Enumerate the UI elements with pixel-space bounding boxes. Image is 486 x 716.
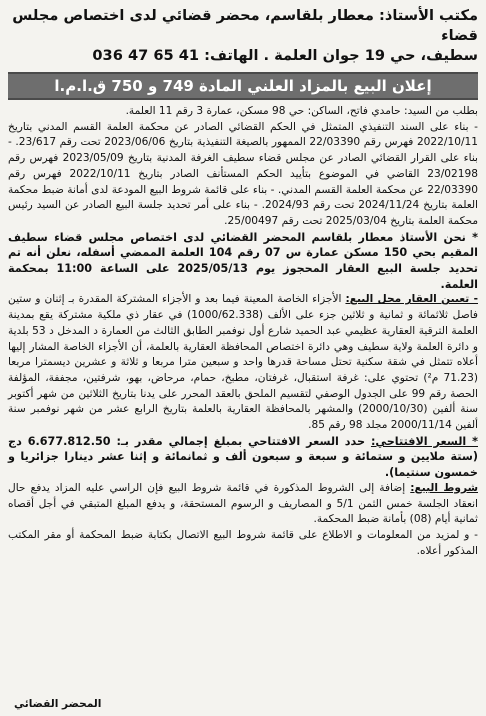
- property-description-paragraph: [8, 292, 478, 433]
- property-section-label: - تعيين العقار محل البيع:: [345, 293, 478, 306]
- sale-conditions-text: إضافة إلى الشروط المذكورة في قائمة شروط البيع فإن الراسي عليه المزاد يدفع حال انعقاد الجلسة خمس الثمن 5/1 و المصاريف و الرسوم المستحقة، و يدفع المبلغ المتبقي في أجل أقصاه ثمانية أيام (08) بأمانة ضبط المحكمة.: [8, 481, 478, 526]
- office-header-line-2: سطيف، حي 19 جوان العلمة . الهاتف: 41 65 47 036: [92, 47, 478, 64]
- sale-conditions-paragraph: [8, 481, 478, 528]
- requester-paragraph: بطلب من السيد: حامدي فاتح، الساكن: حي 98 مسكن، عمارة 3 رقم 11 العلمة.: [125, 105, 478, 117]
- opening-price-paragraph: [8, 434, 478, 481]
- more-info-paragraph: - و لمزيد من المعلومات و الاطلاع على قائمة شروط البيع الاتصال بكتابة ضبط المحكمة أو مقر المكتب المذكور أعلاه.: [8, 528, 478, 557]
- auction-title-banner: إعلان البيع بالمزاد العلني المادة 749 و 750 ق.ا.م.ا: [8, 72, 478, 100]
- opening-price-label: * السعر الافتتاحي:: [370, 434, 478, 448]
- session-date-paragraph: * نحن الأستاذ معطار بلقاسم المحضر القضائي لدى اختصاص مجلس قضاء سطيف المقيم بحي 150 مسكن عمارة س 07 رقم 104 العلمة الممضي أسفله، نعلن أنه تم تحديد جلسة البيع العقار المحجوز يوم 2025/05/13 على الساعة 11:00 بمحكمة العلمة.: [8, 230, 478, 291]
- sale-conditions-label: شروط البيع:: [410, 481, 478, 494]
- office-header: [8, 6, 478, 66]
- legal-basis-paragraph: - بناء على السند التنفيذي المتمثل في الحكم القضائي الصادر عن محكمة العلمة القسم المدني بتاريخ 2022/10/11 فهرس رقم 22/03390 الممهور بالصيغة التنفيذية بتاريخ 2023/06/06 تحت رقم 23/617. - بناء على القرار القضائي الصادر عن مجلس قضاء سطيف الغرفة المدنية بتاريخ 2023/05/09 فهرس رقم 23/02198 القاضي في الموضوع بتأييد الحكم المستأنف الصادر بتاريخ 2022/10/11 فهرس رقم 22/03390 عن محكمة العلمة القسم المدني. - بناء على قائمة شروط البيع المودعة لدى أمانة ضبط محكمة العلمة بتاريخ 2024/11/24 تحت رقم 2024/93. - بناء على أمر تحديد جلسة البيع الصادر عن السيد رئيس محكمة العلمة بتاريخ 2025/03/04 تحت رقم 25/00497.: [8, 120, 478, 227]
- bailiff-signature: المحضر القضائي: [14, 698, 102, 710]
- property-section-text: الأجزاء الخاصة المعينة فيما بعد و الأجزاء المشتركة المقدرة بـ إثنان و ستين فاصل ثلاثمائة و ثمانية و ثلاثين جزء على الألف (1000/62.338) في عقار ذي ملكية مشتركة يقع بمدينة العلمة الترقية العقارية عظيمي عبد الحميد شارع أول نوفمبر الطابق الثالث من العمارة د المدخل د 53 بلدية و دائرة العلمة ولاية سطيف وهي دائرة اختصاص المحافظة العقارية بالعلمة، أن الأجزاء الخاصة المشار إليها أعلاه تتمثل في شقة سكنية تحتل مساحة قدرها واحد و سبعين مترا مربعا و ثلاثة و عشرين ديسمترا مربعا (71.23 م²) تحتوي على: غرفة استقبال، غرفتان، مطبخ، حمام، مرحاض، بهو، شرفتين، مجففة، المؤلفة الحصة رقم 99 على الجدول الوصفي لتقسيم الملحق بالعقد المحرر على يدنا بتاريخ الثلاثين من شهر أكتوبر سنة ألفين (2000/10/30) والمشهر بالمحافظة العقارية بالعلمة بتاريخ الرابع عشر من شهر نوفمبر سنة ألفين 2000/11/14 مجلد 98 رقم 85.: [8, 293, 479, 432]
- office-header-line-1: مكتب الأستاذ: معطار بلقاسم، محضر قضائي لدى اختصاص مجلس قضاء: [12, 7, 478, 44]
- notice-body: [8, 104, 478, 559]
- opening-price-text: حدد السعر الافتتاحي بمبلغ إجمالي مقدر بـ: 6.677.812.50 دج (ستة ملايين و ستمائة و سبعة و سبعون ألف و ثمانمائة و إثنا عشر دينارا جزائريا و خمسون سنتيما).: [8, 434, 478, 480]
